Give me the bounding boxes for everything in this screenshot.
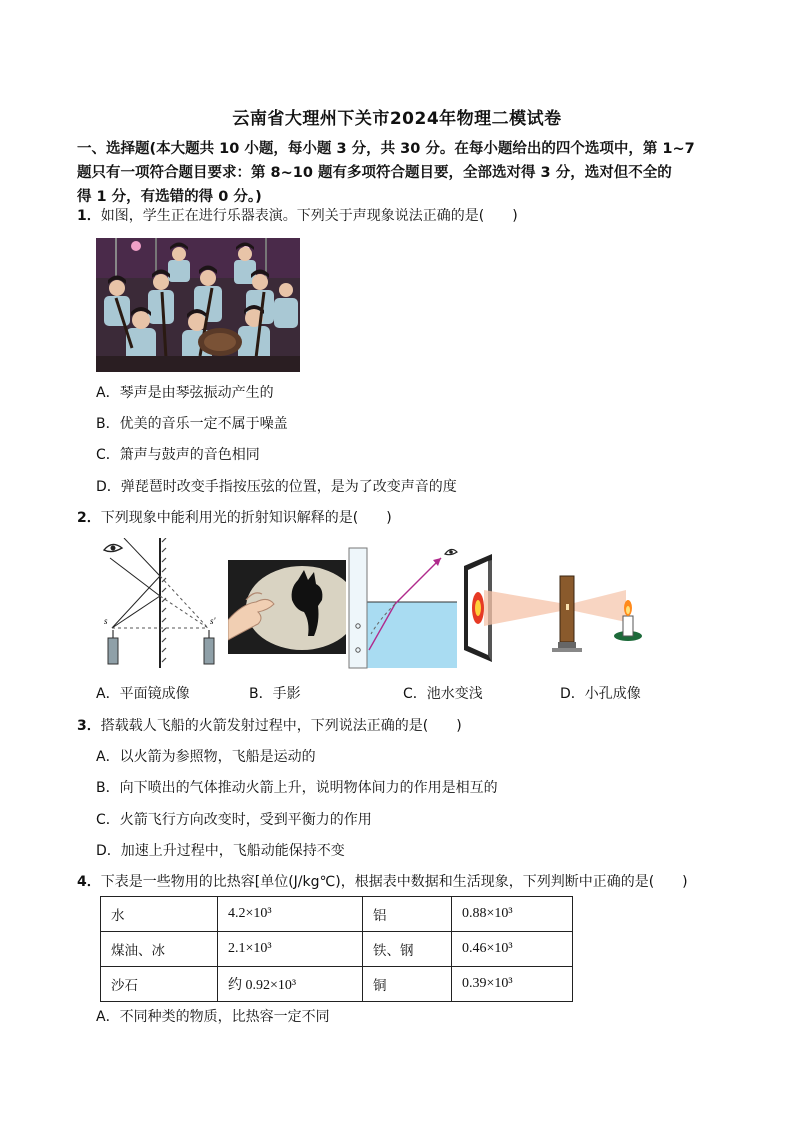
question-text: 下表是一些物用的比热容[单位(J/kg℃)，根据表中数据和生活现象，下列判断中正确的是( ) <box>100 874 688 890</box>
question-1-option-a: A．琴声是由琴弦振动产生的 <box>96 385 274 401</box>
exam-title: 云南省大理州下关市2024年物理二模试卷 <box>232 109 562 129</box>
eye-icon <box>445 549 457 554</box>
question-3-option-a: A．以火箭为参照物，飞船是运动的 <box>96 749 316 765</box>
table-row <box>101 932 573 967</box>
section-heading-line: 题只有一项符合题目要求：第 8~10 题有多项符合题目要，全部选对得 3 分，选对但不全的 <box>77 165 672 181</box>
table-cell: 水 <box>101 897 218 932</box>
orchestra-photo <box>96 238 300 372</box>
question-3-stem <box>77 716 462 736</box>
question-2-option-a: A．平面镜成像 <box>96 686 190 702</box>
table-cell: 0.88×10³ <box>452 897 573 932</box>
question-1-option-d: D．弹琵琶时改变手指按压弦的位置，是为了改变声音的度 <box>96 479 457 495</box>
refraction-figure <box>345 540 459 670</box>
section-heading-line: 一、选择题(本大题共 10 小题，每小题 3 分，共 30 分。在每小题给出的四个选项中，第 1~7 <box>77 141 695 157</box>
figure-label-s: s <box>104 616 108 626</box>
question-number: 1． <box>77 208 101 224</box>
figure-label-s-prime: s' <box>210 616 216 626</box>
table-cell: 沙石 <box>101 967 218 1002</box>
plane-mirror-figure <box>100 538 222 668</box>
question-4-stem <box>77 872 688 892</box>
hand-shadow-figure <box>228 560 346 654</box>
candle-object-icon <box>108 630 118 664</box>
question-3-option-c: C．火箭飞行方向改变时，受到平衡力的作用 <box>96 812 372 828</box>
question-2-option-c: C．池水变浅 <box>403 686 483 702</box>
table-cell: 铁、钢 <box>363 932 452 967</box>
table-cell: 铝 <box>363 897 452 932</box>
question-1-option-c: C．箫声与鼓声的音色相同 <box>96 447 260 463</box>
question-1-option-b: B．优美的音乐一定不属于噪盖 <box>96 416 288 432</box>
question-1-stem <box>77 206 518 226</box>
question-number: 3． <box>77 718 101 734</box>
eye-icon <box>104 544 122 551</box>
table-cell: 4.2×10³ <box>218 897 363 932</box>
question-3-option-d: D．加速上升过程中，飞船动能保持不变 <box>96 843 345 859</box>
candle-image-icon <box>204 630 214 664</box>
table-cell: 铜 <box>363 967 452 1002</box>
question-2-stem <box>77 508 392 528</box>
table-row <box>101 897 573 932</box>
question-number: 4． <box>77 874 101 890</box>
question-text: 如图，学生正在进行乐器表演。下列关于声现象说法正确的是( ) <box>100 208 518 224</box>
question-2-option-b: B．手影 <box>249 686 301 702</box>
table-cell: 2.1×10³ <box>218 932 363 967</box>
table-row <box>101 967 573 1002</box>
question-3-option-b: B．向下喷出的气体推动火箭上升，说明物体间力的作用是相互的 <box>96 780 498 796</box>
question-text: 搭载载人飞船的火箭发射过程中，下列说法正确的是( ) <box>100 718 462 734</box>
table-cell: 煤油、冰 <box>101 932 218 967</box>
table-cell: 0.46×10³ <box>452 932 573 967</box>
table-cell: 约 0.92×10³ <box>218 967 363 1002</box>
question-4-option-a: A．不同种类的物质，比热容一定不同 <box>96 1009 330 1025</box>
orchestra-photo-image <box>96 238 300 372</box>
table-cell: 0.39×10³ <box>452 967 573 1002</box>
section-heading <box>77 137 727 209</box>
section-heading-line: 得 1 分，有选错的得 0 分。) <box>77 189 262 205</box>
specific-heat-table <box>100 896 573 1002</box>
pinhole-imaging-figure <box>462 552 646 670</box>
question-text: 下列现象中能利用光的折射知识解释的是( ) <box>100 510 392 526</box>
question-2-option-d: D．小孔成像 <box>560 686 641 702</box>
question-number: 2． <box>77 510 101 526</box>
